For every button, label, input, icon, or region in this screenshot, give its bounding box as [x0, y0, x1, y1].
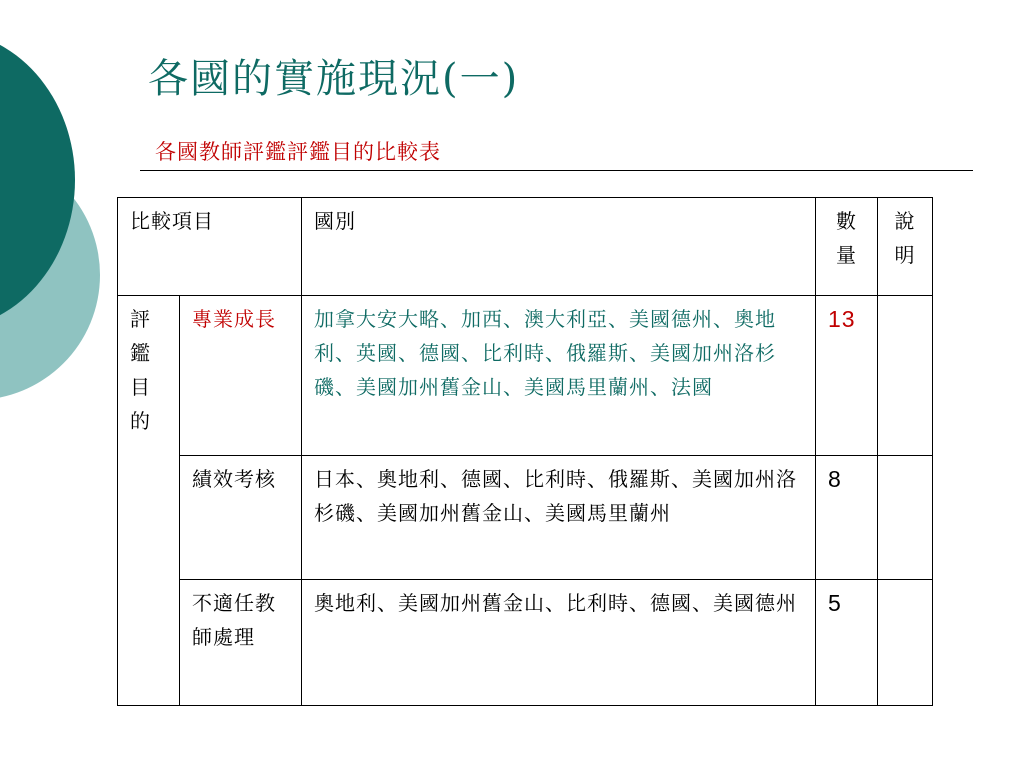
table-row [118, 296, 933, 456]
header-country: 國別 [302, 198, 816, 296]
table-row [118, 580, 933, 706]
group-label: 評鑑目的 [130, 307, 151, 433]
header-count-label: 數量 [836, 209, 857, 267]
slide-title: 各國的實施現況(一) [148, 56, 520, 102]
row-countries: 奧地利、美國加州舊金山、比利時、德國、美國德州 [302, 580, 816, 706]
row-count: 8 [816, 456, 878, 580]
group-label-cell [118, 296, 180, 706]
row-note [878, 456, 933, 580]
row-subcategory: 績效考核 [180, 456, 302, 580]
slide-subtitle: 各國教師評鑑評鑑目的比較表 [155, 140, 441, 164]
table-row [118, 456, 933, 580]
row-count: 5 [816, 580, 878, 706]
row-count: 13 [816, 296, 878, 456]
row-subcategory: 專業成長 [180, 296, 302, 456]
table-header-row [118, 198, 933, 296]
header-note [878, 198, 933, 296]
header-count [816, 198, 878, 296]
title-divider [140, 170, 973, 171]
row-subcategory: 不適任教師處理 [180, 580, 302, 706]
row-countries: 日本、奧地利、德國、比利時、俄羅斯、美國加州洛杉磯、美國加州舊金山、美國馬里蘭州 [302, 456, 816, 580]
row-note [878, 580, 933, 706]
header-comparison-item: 比較項目 [118, 198, 302, 296]
comparison-table [117, 197, 933, 706]
row-note [878, 296, 933, 456]
header-note-label: 說明 [894, 209, 916, 267]
row-countries: 加拿大安大略、加西、澳大利亞、美國德州、奧地利、英國、德國、比利時、俄羅斯、美國加州洛杉磯、美國加州舊金山、美國馬里蘭州、法國 [302, 296, 816, 456]
